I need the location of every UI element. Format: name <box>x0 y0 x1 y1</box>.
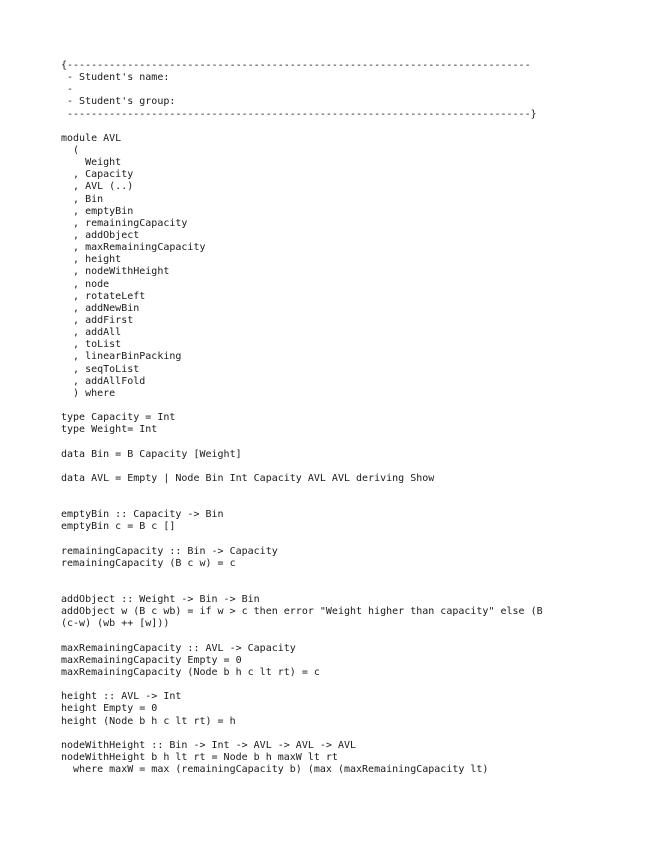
code-line: , addNewBin <box>61 302 140 314</box>
code-line: , addFirst <box>61 314 134 326</box>
code-line: module AVL <box>61 132 122 144</box>
code-line <box>61 631 543 643</box>
code-line: - <box>61 84 74 96</box>
code-line <box>61 485 543 497</box>
code-line: , addAllFold <box>61 375 146 387</box>
code-line <box>61 436 543 448</box>
code-line: , addAll <box>61 327 122 339</box>
code-line: emptyBin c = B c [] <box>61 521 176 533</box>
code-line: , emptyBin <box>61 205 134 217</box>
code-line: data Bin = B Capacity [Weight] <box>61 448 242 460</box>
code-line <box>61 121 543 133</box>
code-line: , Capacity <box>61 169 134 181</box>
code-line: nodeWithHeight :: Bin -> Int -> AVL -> AVL -> AVL <box>61 739 357 751</box>
code-line <box>61 570 543 582</box>
code-line <box>61 400 543 412</box>
code-line <box>61 728 543 740</box>
code-line: (c-w) (wb ++ [w])) <box>61 618 170 630</box>
code-line: type Capacity = Int <box>61 412 176 424</box>
code-line: ( <box>61 144 80 156</box>
code-line: data AVL = Empty | Node Bin Int Capacity AVL AVL deriving Show <box>61 472 435 484</box>
code-line: {----------------------------------------------------------------------------- <box>61 60 531 71</box>
code-line <box>61 582 543 594</box>
code-line: , node <box>61 278 110 290</box>
code-line: -----------------------------------------------------------------------------} <box>61 108 537 120</box>
code-line: type Weight= Int <box>61 424 158 436</box>
code-line <box>61 497 543 509</box>
code-line: ) where <box>61 387 116 399</box>
code-line: height Empty = 0 <box>61 703 158 715</box>
code-line: where maxW = max (remainingCapacity b) (max (maxRemainingCapacity lt) <box>61 764 489 776</box>
code-line: , AVL (..) <box>61 181 134 193</box>
code-line: , rotateLeft <box>61 290 146 302</box>
code-line: Weight <box>61 157 122 169</box>
code-line <box>61 533 543 545</box>
code-line: , toList <box>61 339 122 351</box>
code-line: , height <box>61 254 122 266</box>
code-line: height (Node b h c lt rt) = h <box>61 715 236 727</box>
code-line: emptyBin :: Capacity -> Bin <box>61 509 224 521</box>
code-line <box>61 679 543 691</box>
code-line: , maxRemainingCapacity <box>61 242 206 254</box>
code-line: addObject :: Weight -> Bin -> Bin <box>61 594 260 606</box>
source-code-block <box>61 60 543 776</box>
code-line: , nodeWithHeight <box>61 266 170 278</box>
code-line: remainingCapacity (B c w) = c <box>61 557 236 569</box>
code-line: - Student's name: <box>61 72 170 84</box>
code-line: height :: AVL -> Int <box>61 691 182 703</box>
code-line: maxRemainingCapacity :: AVL -> Capacity <box>61 642 296 654</box>
code-line: , remainingCapacity <box>61 217 188 229</box>
code-line: remainingCapacity :: Bin -> Capacity <box>61 545 278 557</box>
code-line: , addObject <box>61 229 140 241</box>
code-line: - Student's group: <box>61 96 176 108</box>
code-line: nodeWithHeight b h lt rt = Node b h maxW lt rt <box>61 752 338 764</box>
code-line: , linearBinPacking <box>61 351 182 363</box>
code-line: , Bin <box>61 193 104 205</box>
code-line: , seqToList <box>61 363 140 375</box>
code-line <box>61 461 543 473</box>
code-line: addObject w (B c wb) = if w > c then error "Weight higher than capacity" else (B <box>61 606 543 618</box>
code-line: maxRemainingCapacity Empty = 0 <box>61 654 242 666</box>
code-line: maxRemainingCapacity (Node b h c lt rt) = c <box>61 667 320 679</box>
